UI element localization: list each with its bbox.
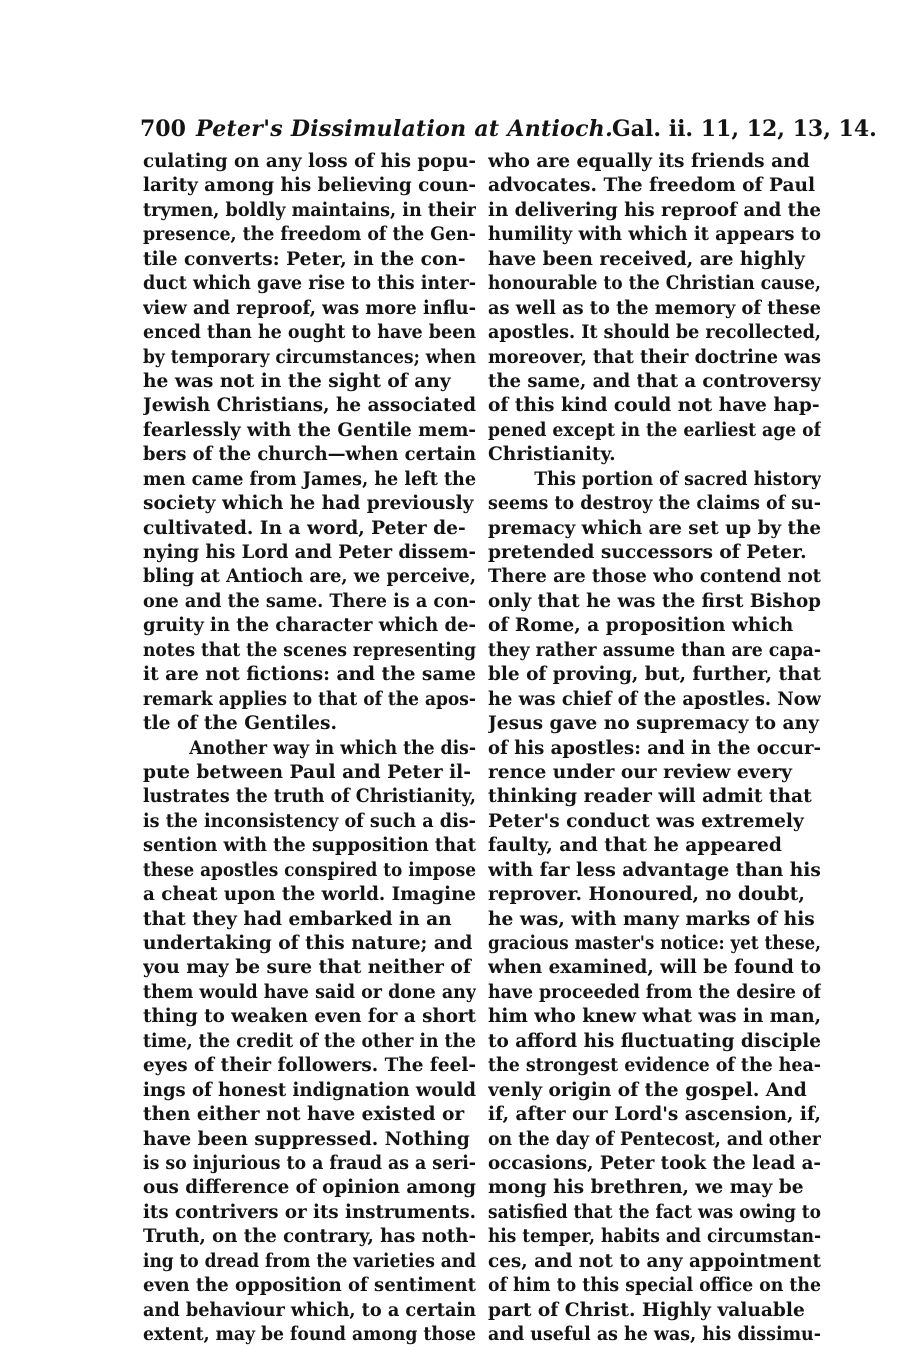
text-line: in delivering his reproof and the	[488, 199, 821, 221]
left-column	[143, 150, 476, 1347]
text-line: view and reproof, was more influ-	[143, 297, 476, 319]
text-line: trymen, boldly maintains, in their	[143, 199, 476, 221]
text-line: culating on any loss of his popu-	[143, 151, 476, 172]
text-line: ings of honest indignation would	[143, 1079, 476, 1101]
text-line: nying his Lord and Peter dissem-	[143, 542, 476, 563]
text-line: that they had embarked in an	[143, 908, 452, 930]
text-line: his temper, habits and circumstan-	[488, 1226, 821, 1248]
text-line: only that he was the first Bishop	[488, 590, 821, 612]
text-line: of him to this special office on the	[488, 1275, 821, 1297]
text-line: and behaviour which, to a certain	[143, 1299, 476, 1321]
text-line: Another way in which the dis-	[189, 737, 476, 759]
text-line: and useful as he was, his dissimu-	[488, 1324, 821, 1345]
text-line: who are equally its friends and	[488, 151, 810, 172]
text-line: thinking reader will admit that	[488, 786, 812, 808]
text-line: apostles. It should be recollected,	[488, 322, 821, 344]
text-line: have proceeded from the desire of	[488, 981, 821, 1003]
text-line: ing to dread from the varieties and	[143, 1250, 476, 1272]
text-line: the strongest evidence of the hea-	[488, 1055, 821, 1077]
text-line: gracious master's notice: yet these,	[488, 933, 821, 954]
right-column	[488, 150, 821, 1347]
text-line: undertaking of this nature; and	[143, 933, 473, 954]
page-header	[140, 116, 877, 146]
text-line: satisfied that the fact was owing to	[488, 1201, 821, 1223]
text-line: they rather assume than are capa-	[488, 639, 821, 661]
text-line: them would have said or done any	[143, 981, 476, 1003]
text-line: on the day of Pentecost, and other	[488, 1128, 821, 1150]
text-line: of his apostles: and in the occur-	[488, 737, 821, 759]
text-line: is so injurious to a fraud as a seri-	[143, 1152, 476, 1174]
text-line: gruity in the character which de-	[143, 615, 476, 637]
text-line: remark applies to that of the apos-	[143, 688, 476, 710]
text-line: when examined, will be found to	[488, 957, 821, 979]
text-line: you may be sure that neither of	[143, 957, 471, 979]
text-line: tile converts: Peter, in the con-	[143, 248, 466, 270]
text-line: have been suppressed. Nothing	[143, 1128, 470, 1150]
text-line: if, after our Lord's ascension, if,	[488, 1104, 821, 1126]
text-line: ces, and not to any appointment	[488, 1250, 821, 1272]
text-line: reprover. Honoured, no doubt,	[488, 884, 805, 906]
text-line: larity among his believing coun-	[143, 175, 476, 197]
text-line: Peter's conduct was extremely	[488, 810, 804, 832]
text-line: occasions, Peter took the lead a-	[488, 1152, 821, 1174]
text-line: duct which gave rise to this inter-	[143, 273, 476, 295]
text-line: then either not have existed or	[143, 1104, 465, 1126]
text-line: he was chief of the apostles. Now	[488, 688, 821, 710]
text-line: is the inconsistency of such a dis-	[143, 810, 476, 832]
text-line: pretended successors of Peter.	[488, 542, 807, 563]
text-line: presence, the freedom of the Gen-	[143, 224, 476, 246]
text-line: pened except in the earliest age of	[488, 419, 821, 441]
text-line: bers of the church—when certain	[143, 444, 476, 466]
text-line: men came from James, he left the	[143, 468, 476, 490]
text-line: notes that the scenes representing	[143, 639, 476, 661]
text-line: bling at Antioch are, we perceive,	[143, 566, 476, 588]
text-line: There are those who contend not	[488, 566, 821, 588]
text-line: thing to weaken even for a short	[143, 1006, 476, 1028]
text-line: fearlessly with the Gentile mem-	[143, 419, 476, 441]
text-line: to afford his fluctuating disciple	[488, 1030, 821, 1052]
text-line: even the opposition of sentiment	[143, 1275, 476, 1297]
text-line: part of Christ. Highly valuable	[488, 1299, 805, 1321]
page-number: 700	[140, 116, 186, 142]
text-line: by temporary circumstances; when	[143, 346, 476, 368]
text-line: with far less advantage than his	[488, 859, 821, 881]
text-line: pute between Paul and Peter il-	[143, 761, 471, 783]
text-line: This portion of sacred history	[534, 468, 821, 490]
text-line: honourable to the Christian cause,	[488, 273, 821, 295]
text-line: venly origin of the gospel. And	[488, 1079, 807, 1101]
text-line: him who knew what was in man,	[488, 1006, 821, 1028]
text-line: he was not in the sight of any	[143, 370, 451, 392]
text-line: it are not fictions: and the same	[143, 664, 476, 686]
text-line: extent, may be found among those	[143, 1324, 476, 1345]
text-line: ble of proving, but, further, that	[488, 664, 821, 686]
text-line: time, the credit of the other in the	[143, 1030, 476, 1052]
running-title: Peter's Dissimulation at Antioch.	[196, 116, 614, 142]
text-line: Christianity.	[488, 444, 616, 466]
text-line: of this kind could not have hap-	[488, 395, 820, 417]
text-line: society which he had previously	[143, 493, 474, 515]
text-line: cultivated. In a word, Peter de-	[143, 517, 466, 539]
text-line: moreover, that their doctrine was	[488, 346, 821, 368]
text-line: a cheat upon the world. Imagine	[143, 884, 476, 906]
text-line: he was, with many marks of his	[488, 908, 815, 930]
text-line: rence under our review every	[488, 761, 792, 783]
text-line: have been received, are highly	[488, 248, 805, 270]
text-line: advocates. The freedom of Paul	[488, 175, 816, 197]
text-line: one and the same. There is a con-	[143, 590, 476, 612]
text-line: these apostles conspired to impose	[143, 859, 476, 881]
text-line: seems to destroy the claims of su-	[488, 493, 821, 515]
text-line: ous difference of opinion among	[143, 1177, 476, 1199]
text-line: Jesus gave no supremacy to any	[488, 713, 819, 735]
text-line: the same, and that a controversy	[488, 370, 821, 392]
text-line: humility with which it appears to	[488, 224, 821, 246]
text-line: lustrates the truth of Christianity,	[143, 786, 476, 808]
text-line: eyes of their followers. The feel-	[143, 1055, 476, 1077]
text-line: Truth, on the contrary, has noth-	[143, 1226, 476, 1248]
text-line: premacy which are set up by the	[488, 517, 821, 539]
text-line: as well as to the memory of these	[488, 297, 821, 319]
scripture-reference: Gal. ii. 11, 12, 13, 14.	[612, 116, 877, 142]
text-line: enced than he ought to have been	[143, 322, 476, 344]
text-line: its contrivers or its instruments.	[143, 1201, 476, 1223]
text-line: tle of the Gentiles.	[143, 713, 337, 735]
text-line: Jewish Christians, he associated	[143, 395, 476, 417]
text-line: of Rome, a proposition which	[488, 615, 794, 637]
text-line: faulty, and that he appeared	[488, 835, 782, 857]
text-line: mong his brethren, we may be	[488, 1177, 804, 1199]
text-line: sention with the supposition that	[143, 835, 476, 857]
